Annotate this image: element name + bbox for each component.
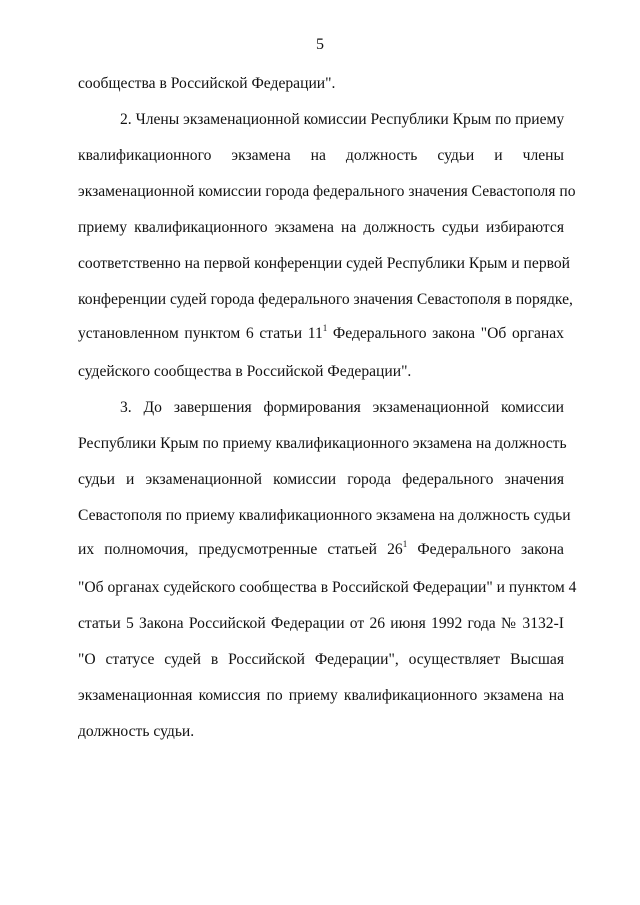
superscript: 1: [322, 323, 328, 333]
text-fragment: установленном пунктом 6 статьи 11: [78, 325, 323, 342]
superscript: 1: [402, 539, 408, 549]
text-line: Севастополя по приему квалификационного экзамена на должность судьи: [78, 507, 571, 524]
text-line: экзаменационная комиссия по приему квалификационного экзамена на: [78, 687, 564, 704]
page-number: 5: [316, 36, 324, 53]
text-line: приему квалификационного экзамена на должность судьи избираются: [78, 219, 564, 236]
text-fragment: их полномочия, предусмотренные статьей 26: [78, 541, 403, 558]
text-line: квалификационного экзамена на должность судьи и члены: [78, 147, 564, 164]
text-line: "О статусе судей в Российской Федерации", осуществляет Высшая: [78, 651, 564, 668]
text-line-with-superscript: [78, 540, 564, 560]
text-line: должность судьи.: [78, 723, 195, 740]
text-line: судейского сообщества в Российской Федерации".: [78, 363, 412, 380]
text-line-with-superscript: [78, 324, 564, 344]
paragraph-3-line: 3. До завершения формирования экзаменационной комиссии: [120, 399, 564, 416]
text-line: судьи и экзаменационной комиссии города федерального значения: [78, 471, 564, 488]
paragraph-2-line: 2. Члены экзаменационной комиссии Республики Крым по приему: [120, 111, 565, 128]
text-line: конференции судей города федерального значения Севастополя в порядке,: [78, 291, 573, 308]
text-line: статьи 5 Закона Российской Федерации от 26 июня 1992 года № 3132-I: [78, 615, 564, 632]
text-line: сообщества в Российской Федерации".: [78, 75, 336, 92]
text-line: Республики Крым по приему квалификационного экзамена на должность: [78, 435, 567, 452]
text-line: соответственно на первой конференции судей Республики Крым и первой: [78, 255, 571, 272]
text-line: экзаменационной комиссии города федерального значения Севастополя по: [78, 183, 576, 200]
text-line: "Об органах судейского сообщества в Российской Федерации" и пунктом 4: [78, 579, 577, 596]
text-fragment: Федерального закона: [417, 541, 564, 558]
text-fragment: Федерального закона "Об органах: [332, 325, 564, 342]
